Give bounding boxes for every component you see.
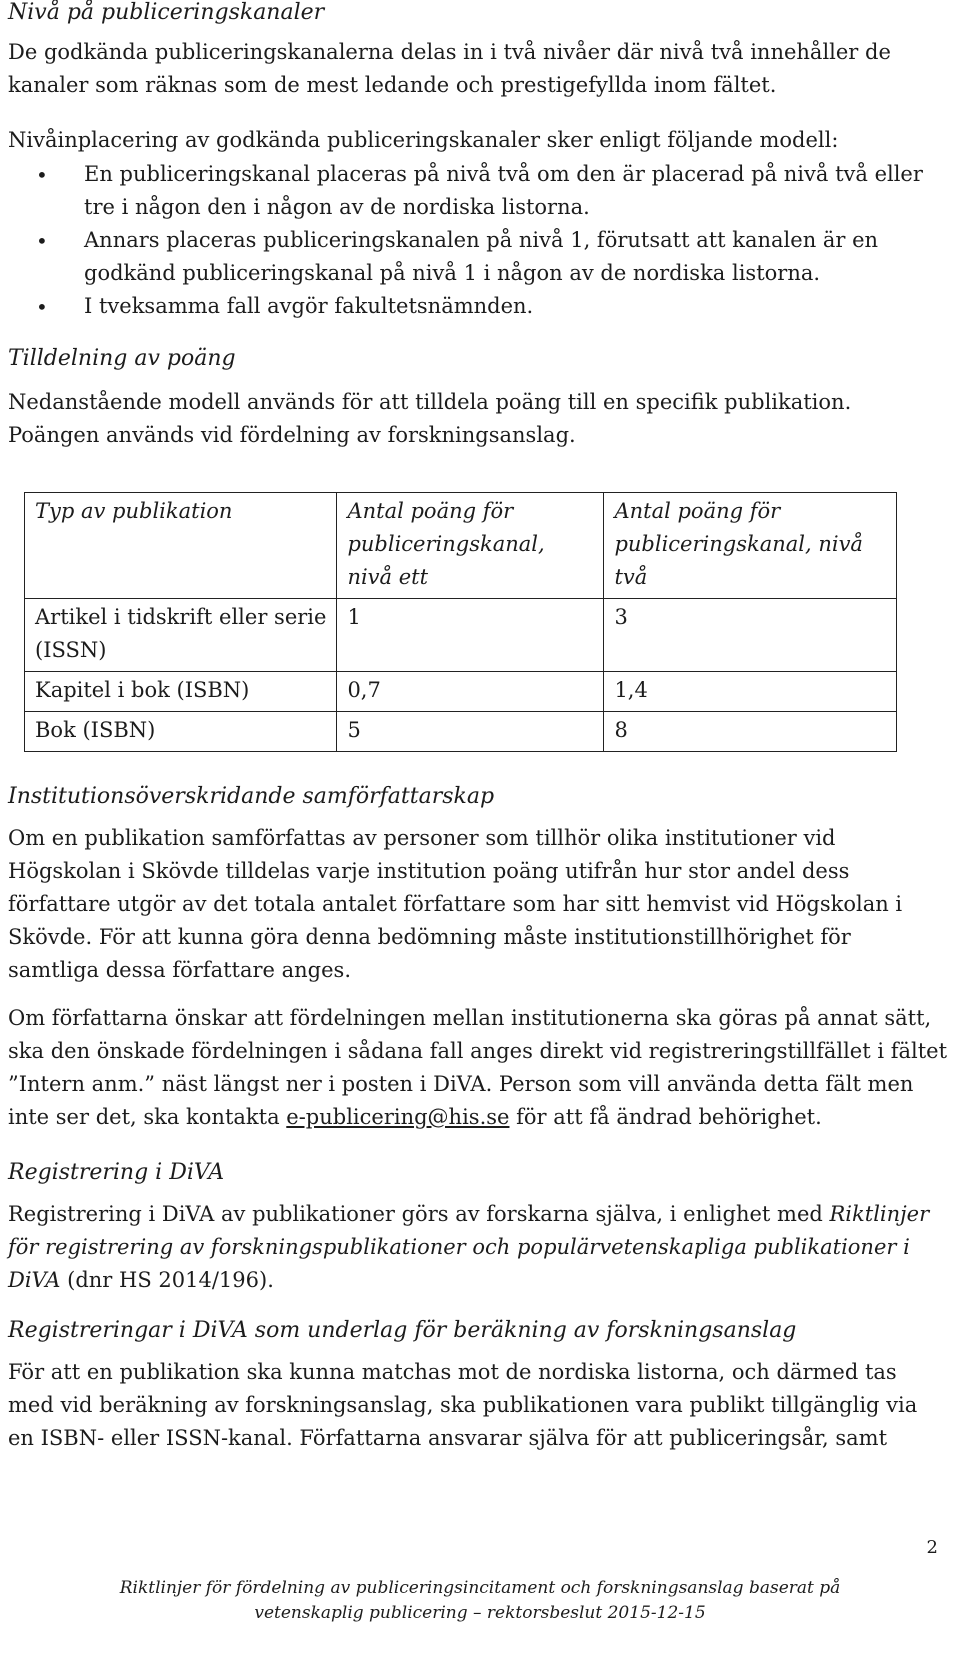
heading-point-allocation: Tilldelning av poäng — [8, 346, 236, 371]
text-line: En publiceringskanal placeras på nivå två om den är placerad på nivå två eller — [84, 162, 923, 186]
table-cell-type — [25, 672, 337, 712]
points-table — [24, 492, 897, 752]
table-cell-type — [25, 599, 337, 672]
bullet-marker: • — [36, 295, 48, 319]
table-cell-level2: 3 — [604, 599, 897, 672]
paragraph-levels-intro — [8, 36, 938, 102]
text-segment: Registrering i DiVA av publikationer görs av forskarna själva, i enlighet med — [8, 1202, 830, 1226]
bullet-marker: • — [36, 229, 48, 253]
text-line: Bok (ISBN) — [35, 718, 156, 742]
guideline-title-segment: DiVA — [8, 1268, 61, 1292]
text-line: godkänd publiceringskanal på nivå 1 i någon av de nordiska listorna. — [84, 261, 821, 285]
text-line: Antal poäng för — [614, 499, 781, 523]
bullet-item-2 — [84, 224, 878, 290]
guideline-title-segment: för registrering av forskningspublikationer och populärvetenskapliga publikationer i — [8, 1235, 910, 1259]
text-line: Poängen används vid fördelning av forskningsanslag. — [8, 423, 576, 447]
text-line: Kapitel i bok (ISBN) — [35, 678, 250, 702]
guideline-title-segment: Riktlinjer — [829, 1202, 930, 1226]
table-row — [25, 712, 897, 752]
paragraph-point-model — [8, 386, 938, 452]
text-line: kanaler som räknas som de mest ledande och prestigefyllda inom fältet. — [8, 73, 777, 97]
paragraph-coauthorship — [8, 822, 938, 987]
text-line: två — [614, 565, 648, 589]
text-line — [8, 1264, 938, 1297]
text-line: Antal poäng för — [347, 499, 514, 523]
text-line: med vid beräkning av forskningsanslag, ska publikationen vara publikt tillgänglig via — [8, 1393, 918, 1417]
text-line: De godkända publiceringskanalerna delas in i två nivåer där nivå två innehåller de — [8, 40, 891, 64]
text-line: en ISBN- eller ISSN-kanal. Författarna ansvarar själva för att publiceringsår, samt — [8, 1426, 888, 1450]
bullet-marker: • — [36, 163, 48, 187]
table-header-row — [25, 493, 897, 599]
table-header-type — [25, 493, 337, 599]
text-line: Om författarna önskar att fördelningen mellan institutionerna ska göras på annat sätt, — [8, 1006, 932, 1030]
table-header-level2 — [604, 493, 897, 599]
heading-cross-institution-authorship: Institutionsöverskridande samförfattarskap — [8, 784, 495, 809]
text-line — [8, 1101, 938, 1134]
heading-registration-diva: Registrering i DiVA — [8, 1160, 225, 1185]
text-segment: för att få ändrad behörighet. — [509, 1105, 822, 1129]
text-line: Nedanstående modell används för att tilldela poäng till en specifik publikation. — [8, 390, 852, 414]
text-segment: (dnr HS 2014/196). — [60, 1268, 274, 1292]
table-row — [25, 672, 897, 712]
text-line — [8, 1231, 938, 1264]
text-line: ”Intern anm.” näst längst ner i posten i DiVA. Person som vill använda detta fält men — [8, 1072, 914, 1096]
text-line: publiceringskanal, nivå — [614, 532, 863, 556]
table-cell-type — [25, 712, 337, 752]
text-line: författare utgör av det totala antalet författare som har sitt hemvist vid Högskolan i — [8, 892, 903, 916]
text-line: I tveksamma fall avgör fakultetsnämnden. — [84, 294, 534, 318]
text-line: För att en publikation ska kunna matchas mot de nordiska listorna, och därmed tas — [8, 1360, 897, 1384]
bullet-item-1 — [84, 158, 923, 224]
text-segment: inte ser det, ska kontakta — [8, 1105, 287, 1129]
paragraph-matching — [8, 1356, 938, 1455]
table-cell-level1: 0,7 — [337, 672, 604, 712]
footer-line-1: Riktlinjer för fördelning av publiceringsincitament och forskningsanslag baserat på — [119, 1578, 841, 1598]
footer-line-2: vetenskaplig publicering – rektorsbeslut 2015-12-15 — [254, 1603, 706, 1623]
heading-publication-levels: Nivå på publiceringskanaler — [8, 0, 325, 25]
text-line: (ISSN) — [35, 638, 107, 662]
paragraph-distribution — [8, 1002, 948, 1134]
text-line: publiceringskanal, — [347, 532, 545, 556]
bullet-item-3 — [84, 290, 533, 323]
text-line: Artikel i tidskrift eller serie — [35, 605, 327, 629]
text-line: Typ av publikation — [35, 499, 233, 523]
paragraph-registration — [8, 1198, 938, 1297]
table-cell-level1: 1 — [337, 599, 604, 672]
table-cell-level2: 1,4 — [604, 672, 897, 712]
text-line: Högskolan i Skövde tilldelas varje institution poäng utifrån hur stor andel dess — [8, 859, 850, 883]
table-cell-level2: 8 — [604, 712, 897, 752]
page-number: 2 — [926, 1537, 938, 1558]
text-line: nivå ett — [347, 565, 429, 589]
table-cell-level1: 5 — [337, 712, 604, 752]
text-line: Skövde. För att kunna göra denna bedömning måste institutionstillhörighet för — [8, 925, 851, 949]
text-line: samtliga dessa författare anges. — [8, 958, 351, 982]
paragraph-level-model-intro: Nivåinplacering av godkända publiceringskanaler sker enligt följande modell: — [8, 128, 839, 152]
text-line: Om en publikation samförfattas av personer som tillhör olika institutioner vid — [8, 826, 836, 850]
table-row — [25, 599, 897, 672]
text-line: ska den önskade fördelningen i sådana fall anges direkt vid registreringstillfället i fältet — [8, 1039, 948, 1063]
text-line: Annars placeras publiceringskanalen på nivå 1, förutsatt att kanalen är en — [84, 228, 879, 252]
heading-registrations-basis: Registreringar i DiVA som underlag för beräkning av forskningsanslag — [8, 1318, 797, 1343]
email-link[interactable]: e-publicering@his.se — [286, 1105, 510, 1129]
text-line: tre i någon den i någon av de nordiska listorna. — [84, 195, 590, 219]
text-line — [8, 1198, 938, 1231]
table-header-level1 — [337, 493, 604, 599]
